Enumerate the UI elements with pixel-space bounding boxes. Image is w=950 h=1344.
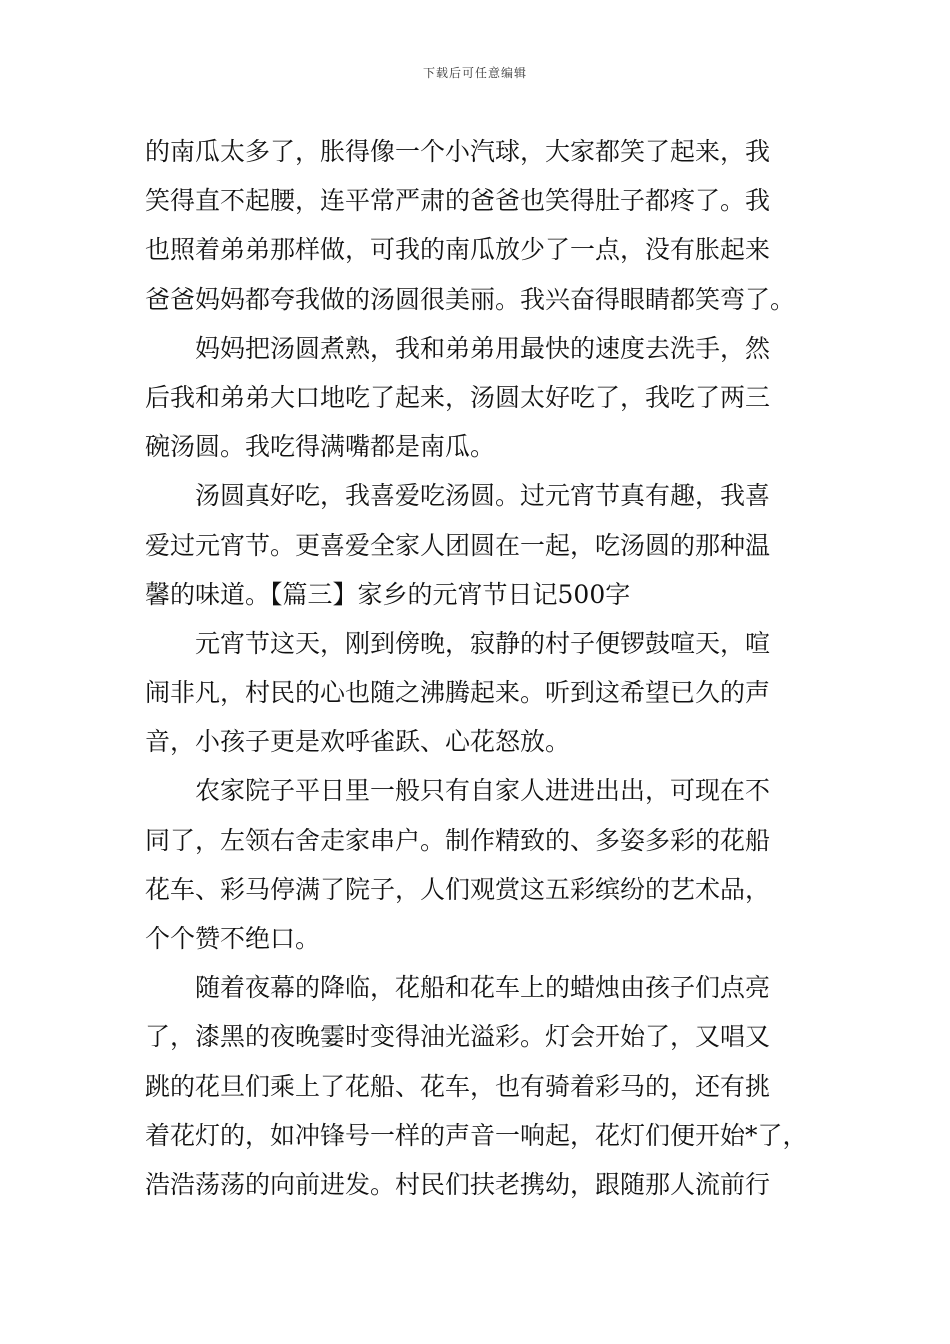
text-line: 同了，左领右舍走家串户。制作精致的、多姿多彩的花船 [145,825,771,855]
paragraph-first-line: 汤圆真好吃，我喜爱吃汤圆。过元宵节真有趣，我喜 [195,481,771,511]
text-line: 了，漆黑的夜晚霎时变得油光溢彩。灯会开始了，又唱又 [145,1022,771,1052]
text-line: 爱过元宵节。更喜爱全家人团圆在一起，吃汤圆的那种温 [145,530,771,560]
paragraph-first-line: 元宵节这天，刚到傍晚，寂静的村子便锣鼓喧天，喧 [195,628,771,658]
paragraph-first-line: 农家院子平日里一般只有自家人进进出出，可现在不 [195,776,771,806]
text-line: 花车、彩马停满了院子，人们观赏这五彩缤纷的艺术品， [145,874,771,904]
text-line: 浩浩荡荡的向前进发。村民们扶老携幼，跟随那人流前行 [145,1169,771,1199]
text-line: 碗汤圆。我吃得满嘴都是南瓜。 [145,432,496,462]
text-line: 个个赞不绝口。 [145,924,321,953]
text-line: 跳的花旦们乘上了花船、花车，也有骑着彩马的，还有挑 [145,1071,771,1101]
text-line: 笑得直不起腰，连平常严肃的爸爸也笑得肚子都疼了。我 [145,186,771,216]
page-header-note: 下载后可任意编辑 [422,66,527,80]
text-line: 爸爸妈妈都夸我做的汤圆很美丽。我兴奋得眼睛都笑弯了。 [145,284,796,314]
paragraph-first-line: 随着夜幕的降临，花船和花车上的蜡烛由孩子们点亮 [195,973,771,1003]
text-line: 的南瓜太多了，胀得像一个小汽球，大家都笑了起来，我 [145,137,771,166]
text-line: 后我和弟弟大口地吃了起来，汤圆太好吃了，我吃了两三 [145,382,771,412]
text-line: 馨的味道。【篇三】家乡的元宵节日记500字 [145,579,631,609]
text-line: 着花灯的，如冲锋号一样的声音一响起，花灯们便开始*了， [145,1120,808,1150]
text-line: 音，小孩子更是欢呼雀跃、心花怒放。 [145,727,571,757]
text-line: 也照着弟弟那样做，可我的南瓜放少了一点，没有胀起来 [145,235,771,265]
text-line: 闹非凡，村民的心也随之沸腾起来。听到这希望已久的声 [145,678,771,708]
paragraph-first-line: 妈妈把汤圆煮熟，我和弟弟用最快的速度去洗手，然 [195,333,771,363]
document-body [145,127,835,1209]
